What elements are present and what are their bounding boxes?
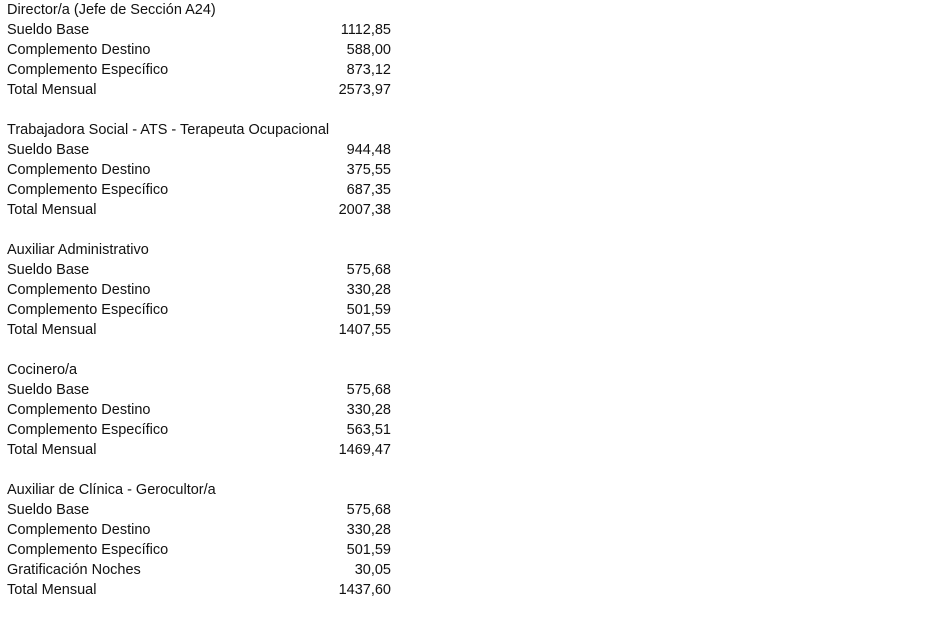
row-label: Complemento Específico (7, 62, 169, 78)
salary-row (0, 180, 946, 200)
row-value: 563,51 (346, 422, 391, 438)
row-label: Complemento Destino (7, 42, 151, 58)
salary-section-cook (0, 360, 946, 460)
row-value: 944,48 (346, 142, 391, 158)
row-label: Total Mensual (7, 82, 97, 98)
row-value: 588,00 (346, 42, 391, 58)
row-label: Complemento Destino (7, 522, 151, 538)
row-label: Complemento Destino (7, 402, 151, 418)
row-label: Total Mensual (7, 322, 97, 338)
row-value: 873,12 (346, 62, 391, 78)
salary-row (0, 140, 946, 160)
row-label: Sueldo Base (7, 262, 90, 278)
salary-row (0, 300, 946, 320)
section-title-row (0, 0, 946, 20)
section-title-row (0, 120, 946, 140)
row-value: 687,35 (346, 182, 391, 198)
total-row (0, 200, 946, 220)
row-value: 30,05 (354, 562, 391, 578)
salary-section-clinical-assistant (0, 480, 946, 600)
row-value: 1469,47 (338, 442, 391, 458)
salary-section-social-worker (0, 120, 946, 220)
row-value: 330,28 (346, 402, 391, 418)
row-value: 1112,85 (340, 22, 391, 38)
salary-row (0, 500, 946, 520)
row-value: 575,68 (346, 382, 391, 398)
total-row (0, 80, 946, 100)
row-value: 2007,38 (338, 202, 391, 218)
row-value: 330,28 (346, 282, 391, 298)
salary-row (0, 160, 946, 180)
row-value: 1407,55 (338, 322, 391, 338)
salary-row (0, 380, 946, 400)
section-title: Trabajadora Social - ATS - Terapeuta Ocupacional (7, 122, 330, 138)
salary-row (0, 560, 946, 580)
row-value: 501,59 (346, 302, 391, 318)
section-title: Director/a (Jefe de Sección A24) (7, 2, 216, 18)
row-label: Complemento Específico (7, 542, 169, 558)
salary-row (0, 40, 946, 60)
row-value: 575,68 (346, 502, 391, 518)
row-label: Gratificación Noches (7, 562, 141, 578)
salary-row (0, 420, 946, 440)
row-label: Total Mensual (7, 442, 97, 458)
row-label: Complemento Destino (7, 162, 151, 178)
row-label: Complemento Específico (7, 302, 169, 318)
salary-row (0, 60, 946, 80)
salary-row (0, 400, 946, 420)
row-label: Sueldo Base (7, 382, 90, 398)
row-label: Complemento Específico (7, 422, 169, 438)
salary-row (0, 540, 946, 560)
salary-row (0, 20, 946, 40)
row-value: 2573,97 (338, 82, 391, 98)
row-value: 330,28 (346, 522, 391, 538)
section-title-row (0, 480, 946, 500)
row-value: 375,55 (346, 162, 391, 178)
row-label: Total Mensual (7, 582, 97, 598)
section-title: Auxiliar Administrativo (7, 242, 149, 258)
total-row (0, 320, 946, 340)
row-label: Complemento Destino (7, 282, 151, 298)
row-value: 1437,60 (338, 582, 391, 598)
row-label: Sueldo Base (7, 142, 90, 158)
row-value: 501,59 (346, 542, 391, 558)
salary-row (0, 520, 946, 540)
row-label: Complemento Específico (7, 182, 169, 198)
salary-section-director (0, 0, 946, 100)
row-value: 575,68 (346, 262, 391, 278)
section-title: Auxiliar de Clínica - Gerocultor/a (7, 482, 216, 498)
total-row (0, 580, 946, 600)
section-title: Cocinero/a (7, 362, 78, 378)
total-row (0, 440, 946, 460)
row-label: Sueldo Base (7, 22, 90, 38)
section-title-row (0, 240, 946, 260)
salary-row (0, 260, 946, 280)
salary-section-admin-assistant (0, 240, 946, 340)
row-label: Sueldo Base (7, 502, 90, 518)
salary-row (0, 280, 946, 300)
row-label: Total Mensual (7, 202, 97, 218)
section-title-row (0, 360, 946, 380)
